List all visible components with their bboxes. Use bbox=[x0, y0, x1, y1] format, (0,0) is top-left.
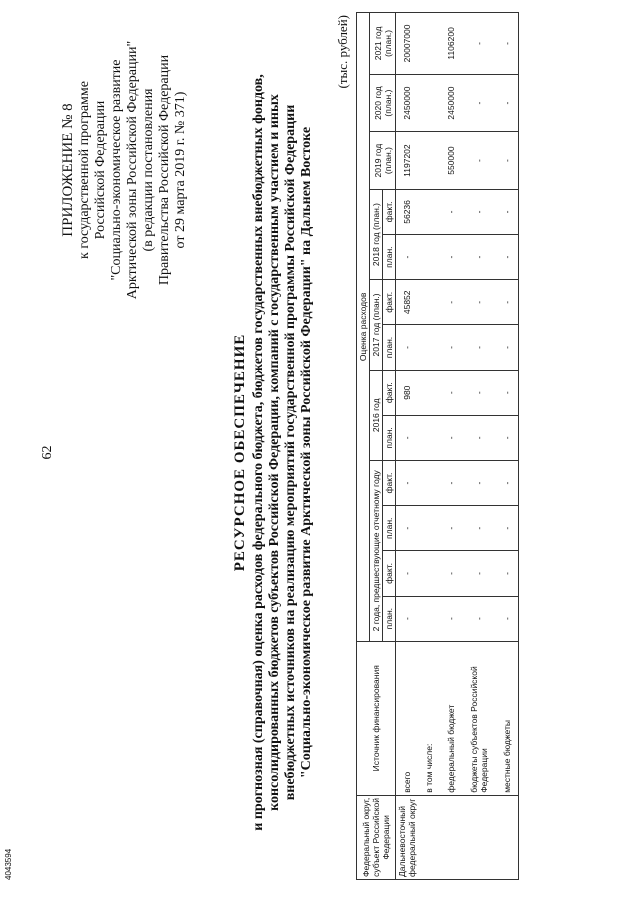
cell-value: - bbox=[396, 235, 419, 280]
cell-value: - bbox=[462, 370, 496, 415]
cell-value: 1106200 bbox=[440, 13, 462, 75]
cell-value: - bbox=[462, 13, 496, 75]
cell-value: - bbox=[396, 460, 419, 505]
cell-value: - bbox=[440, 189, 462, 234]
header-sub: факт. bbox=[383, 460, 396, 505]
appendix-block bbox=[60, 25, 189, 315]
side-code: 4043594 bbox=[4, 848, 13, 880]
table-row bbox=[496, 13, 518, 880]
cell-value: - bbox=[462, 280, 496, 325]
table-row bbox=[440, 13, 462, 880]
cell-value: - bbox=[462, 189, 496, 234]
cell-value bbox=[418, 596, 440, 641]
cell-value: - bbox=[462, 551, 496, 596]
cell-value: - bbox=[496, 370, 518, 415]
cell-value: 2450000 bbox=[396, 74, 419, 132]
appendix-title: ПРИЛОЖЕНИЕ № 8 bbox=[60, 103, 76, 237]
title-line: внебюджетных источников на реализацию мероприятий государственной программы Российской Федерации bbox=[283, 104, 298, 801]
cell-value bbox=[418, 13, 440, 75]
appendix-line: от 29 марта 2019 г. № 371) bbox=[173, 91, 188, 249]
page-number: 62 bbox=[40, 445, 55, 460]
cell-value: - bbox=[396, 415, 419, 460]
cell-value: - bbox=[462, 74, 496, 132]
cell-value: - bbox=[462, 460, 496, 505]
cell-value bbox=[418, 235, 440, 280]
header-2016: 2016 год bbox=[370, 370, 383, 460]
cell-source: местные бюджеты bbox=[496, 641, 518, 795]
cell-value: - bbox=[496, 460, 518, 505]
title-line: консолидированных бюджетов субъектов Российской Федерации, компаний с государственным участием и иных bbox=[267, 94, 282, 811]
cell-value: - bbox=[440, 325, 462, 370]
header-estimate: Оценка расходов bbox=[357, 13, 370, 642]
cell-source: всего bbox=[396, 641, 419, 795]
cell-value bbox=[418, 460, 440, 505]
header-source: Источник финансирования bbox=[357, 641, 396, 795]
title-line: "Социально-экономическое развитие Арктической зоны Российской Федерации" на Дальнем Востоке bbox=[299, 126, 314, 779]
cell-value bbox=[418, 551, 440, 596]
title-heading: РЕСУРСНОЕ ОБЕСПЕЧЕНИЕ bbox=[232, 333, 248, 572]
cell-source: бюджеты субъектов Российской Федерации bbox=[462, 641, 496, 795]
cell-value: - bbox=[440, 280, 462, 325]
header-sub: план. bbox=[383, 596, 396, 641]
cell-value: - bbox=[496, 13, 518, 75]
cell-value: 45852 bbox=[396, 280, 419, 325]
appendix-line: "Социально-экономическое развитие bbox=[109, 59, 124, 281]
cell-value bbox=[418, 370, 440, 415]
cell-value: - bbox=[496, 415, 518, 460]
cell-value: - bbox=[496, 325, 518, 370]
header-2years: 2 года, предшествующие отчетному году bbox=[370, 460, 383, 641]
header-2021: 2021 год (план.) bbox=[370, 13, 396, 75]
cell-value: - bbox=[496, 189, 518, 234]
cell-value: 1197202 bbox=[396, 132, 419, 190]
cell-value: - bbox=[462, 132, 496, 190]
cell-value: - bbox=[496, 235, 518, 280]
header-sub: план. bbox=[383, 235, 396, 280]
cell-value: - bbox=[496, 551, 518, 596]
cell-value bbox=[418, 415, 440, 460]
document-title bbox=[232, 40, 315, 865]
cell-value: - bbox=[440, 460, 462, 505]
cell-value bbox=[418, 74, 440, 132]
appendix-line: (в редакции постановления bbox=[141, 88, 156, 252]
cell-value: - bbox=[496, 280, 518, 325]
cell-value bbox=[418, 506, 440, 551]
appendix-line: Арктической зоны Российской Федерации" bbox=[125, 40, 140, 300]
cell-value: - bbox=[396, 551, 419, 596]
cell-source: федеральный бюджет bbox=[440, 641, 462, 795]
cell-value: 20007000 bbox=[396, 13, 419, 75]
header-sub: план. bbox=[383, 325, 396, 370]
header-2017: 2017 год (план.) bbox=[370, 280, 383, 370]
header-sub: факт. bbox=[383, 370, 396, 415]
cell-value: - bbox=[396, 325, 419, 370]
cell-value: - bbox=[396, 596, 419, 641]
header-2018: 2018 год (план.) bbox=[370, 189, 383, 279]
cell-value bbox=[418, 189, 440, 234]
cell-value bbox=[418, 325, 440, 370]
header-2019: 2019 год (план.) bbox=[370, 132, 396, 190]
cell-value: - bbox=[462, 596, 496, 641]
cell-value: - bbox=[462, 415, 496, 460]
header-2020: 2020 год (план.) bbox=[370, 74, 396, 132]
cell-value: - bbox=[440, 370, 462, 415]
table-row bbox=[418, 13, 440, 880]
cell-value: - bbox=[496, 74, 518, 132]
cell-region: Дальневосточный федеральный округ bbox=[396, 795, 419, 879]
cell-value: - bbox=[496, 132, 518, 190]
cell-value: - bbox=[462, 325, 496, 370]
appendix-line: Российской Федерации bbox=[93, 100, 108, 240]
cell-value: - bbox=[440, 596, 462, 641]
header-sub: факт. bbox=[383, 551, 396, 596]
cell-region bbox=[462, 795, 496, 879]
appendix-line: к государственной программе bbox=[77, 81, 92, 259]
cell-value: - bbox=[440, 551, 462, 596]
header-sub: факт. bbox=[383, 280, 396, 325]
title-line: и прогнозная (справочная) оценка расходов федерального бюджета, бюджетов государственных внебюджетных фондов, bbox=[251, 74, 266, 831]
cell-value: - bbox=[440, 235, 462, 280]
table-body bbox=[396, 13, 519, 880]
table-row bbox=[396, 13, 419, 880]
cell-value: - bbox=[462, 235, 496, 280]
cell-region bbox=[496, 795, 518, 879]
cell-value: - bbox=[440, 506, 462, 551]
cell-value: - bbox=[462, 506, 496, 551]
cell-region bbox=[440, 795, 462, 879]
header-region: Федеральный округ, субъект Российской Федерации bbox=[357, 795, 396, 879]
header-sub: факт. bbox=[383, 189, 396, 234]
header-sub: план. bbox=[383, 415, 396, 460]
cell-value: - bbox=[496, 596, 518, 641]
table-row bbox=[462, 13, 496, 880]
cell-value: - bbox=[440, 415, 462, 460]
cell-region bbox=[418, 795, 440, 879]
unit-label: (тыс. рублей) bbox=[335, 15, 350, 89]
cell-value: - bbox=[396, 506, 419, 551]
cell-source: в том числе: bbox=[418, 641, 440, 795]
cell-value: 56236 bbox=[396, 189, 419, 234]
funding-table bbox=[356, 12, 519, 880]
cell-value: 980 bbox=[396, 370, 419, 415]
cell-value bbox=[418, 132, 440, 190]
header-sub: план. bbox=[383, 506, 396, 551]
appendix-line: Правительства Российской Федерации bbox=[157, 54, 172, 286]
cell-value: - bbox=[496, 506, 518, 551]
cell-value: 2450000 bbox=[440, 74, 462, 132]
cell-value bbox=[418, 280, 440, 325]
cell-value: 550000 bbox=[440, 132, 462, 190]
